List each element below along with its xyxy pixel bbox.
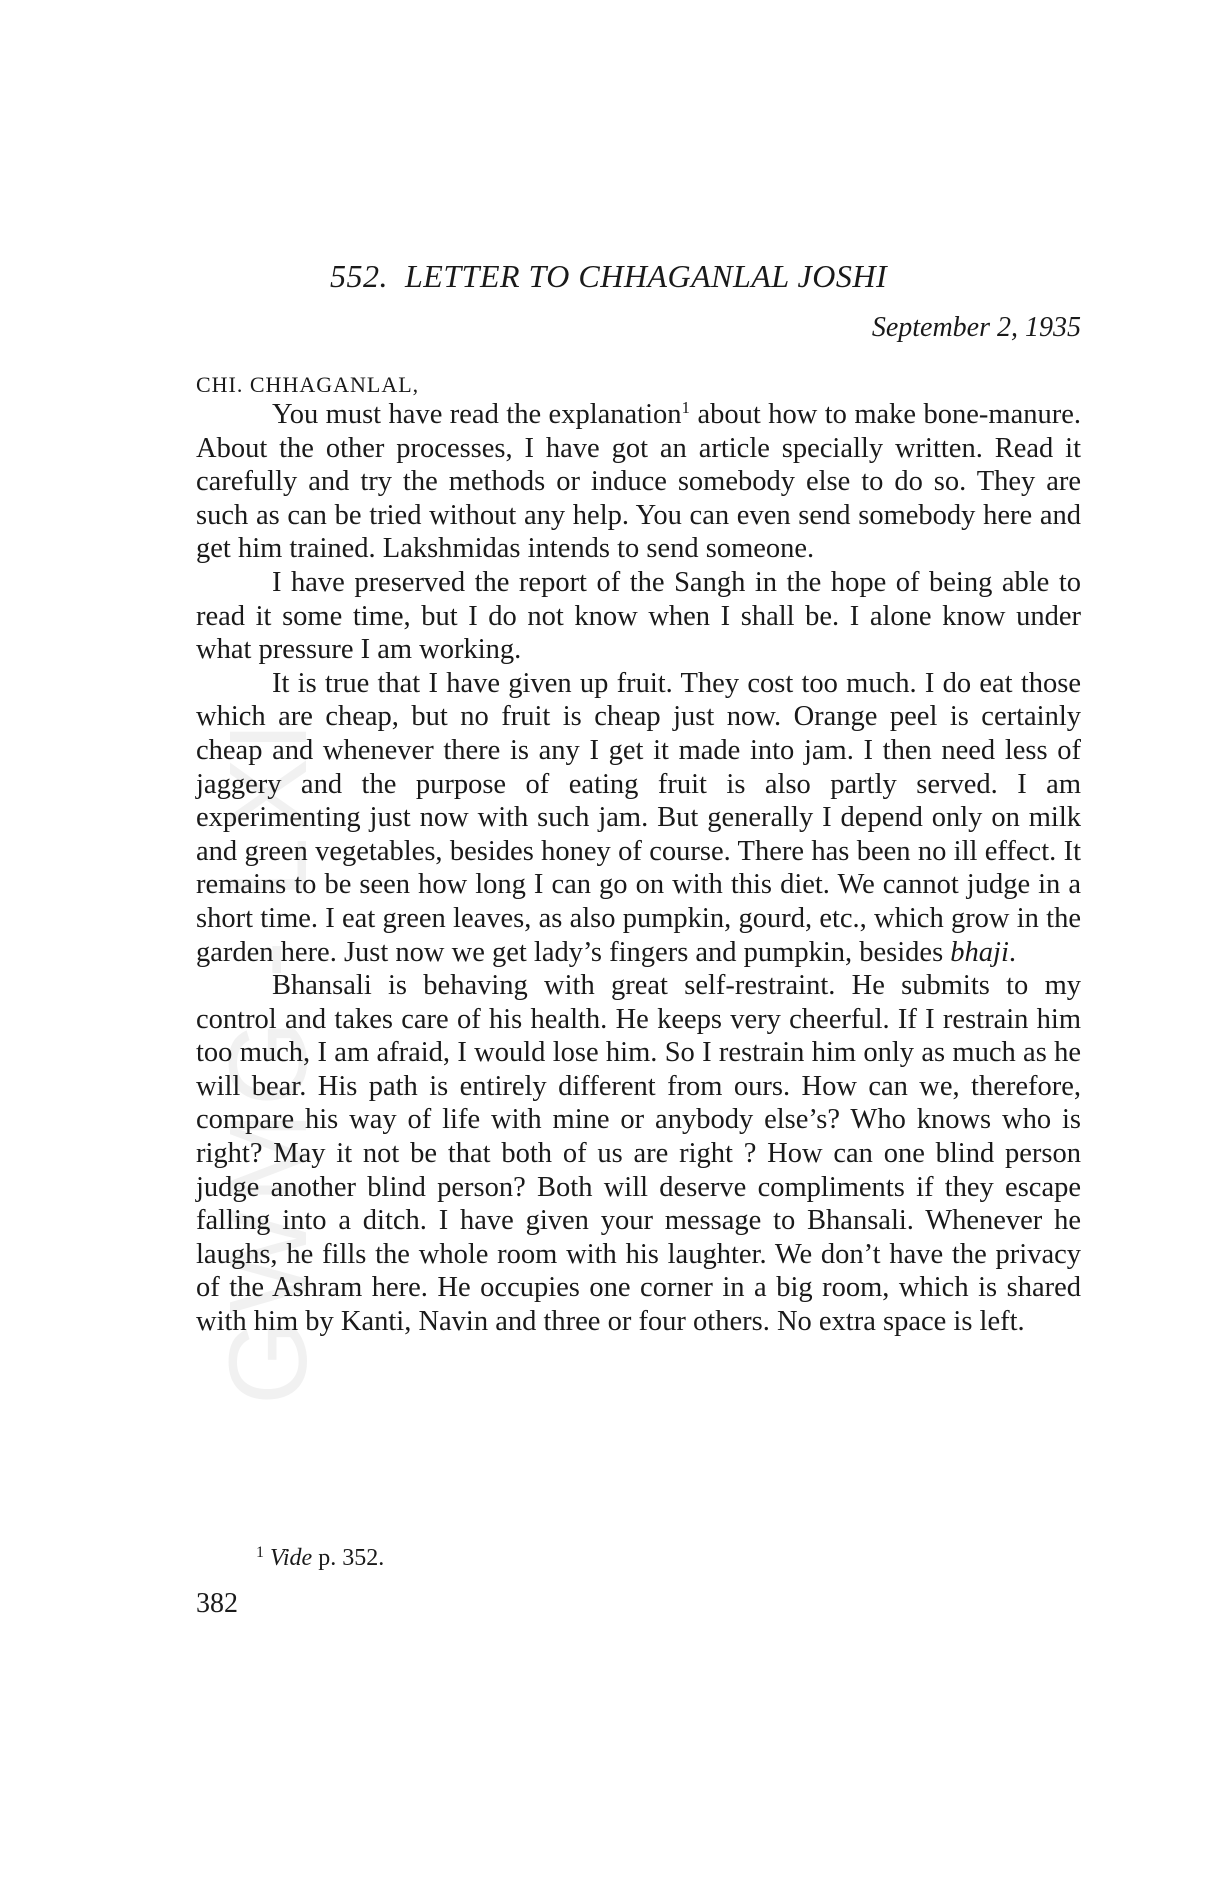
paragraph-2 [196, 566, 1081, 667]
paragraph-text: It is true that I have given up fruit. They cost too much. I do eat those which are cheap, but no fruit is cheap just now. Orange peel is certainly cheap and whenever there is any I get it made into jam. I then need less of jaggery and the purpose of eating fruit is also partly served. I am experimenting just now with such jam. But generally I depend only on milk and green vegetables, besides honey of course. There has been no ill effect. It remains to be seen how long I can go on with this diet. We cannot judge in a short time. I eat green leaves, as also pumpkin, gourd, etc., which grow in the garden here. Just now we get lady’s fingers and pumpkin, besides [196, 667, 1081, 968]
paragraph-3 [196, 667, 1081, 969]
letter-heading [330, 258, 970, 295]
paragraph-text: I have preserved the report of the Sangh in the hope of being able to read it some time, but I do not know when I shall be. I alone know under what pressure I am working. [196, 566, 1081, 666]
footnote [256, 1545, 384, 1572]
paragraph-text: Bhansali is behaving with great self-restraint. He submits to my control and takes care of his health. He keeps very cheerful. If I restrain him too much, I am afraid, I would lose him. So I restrain him only as much as he will bear. His path is entirely different from ours. How can we, therefore, compare his way of life with mine or anybody else’s? Who knows who is right? May it not be that both of us are right ? How can one blind person judge another blind person? Both will deserve compliments if they escape falling into a ditch. I have given your message to Bhansali. Whenever he laughs, he fills the whole room with his laughter. We don’t have the privacy of the Ashram here. He occupies one corner in a big room, which is shared with him by Kanti, Navin and three or four others. No extra space is left. [196, 970, 1081, 1338]
page-number: 382 [196, 1588, 238, 1619]
paragraph-4 [196, 969, 1081, 1339]
paragraph-1 [196, 398, 1081, 566]
letter-title: LETTER TO CHHAGANLAL JOSHI [405, 258, 888, 294]
paragraph-text: You must have read the explanation [272, 399, 682, 430]
paragraph-text: . [1008, 936, 1017, 968]
watermark: GWMG - LXI [207, 715, 330, 1405]
letter-body [196, 398, 1081, 1339]
footnote-ref: p. 352. [312, 1545, 385, 1571]
footnote-marker: 1 [256, 1544, 264, 1561]
italic-term: bhaji [950, 936, 1009, 968]
letter-date: September 2, 1935 [871, 312, 1081, 343]
footnote-reference: 1 [681, 398, 690, 417]
letter-number: 552. [330, 258, 388, 294]
salutation: CHI. CHHAGANLAL, [196, 372, 420, 397]
footnote-vide: Vide [270, 1545, 313, 1571]
paragraph-text: about how to make bone-manure. About the other processes, I have got an article specially written. Read it carefully and try the methods or induce somebody else to do so. They are such as can be tried without any help. You can even send somebody here and get him trained. Lakshmidas intends to send someone. [196, 399, 1081, 565]
